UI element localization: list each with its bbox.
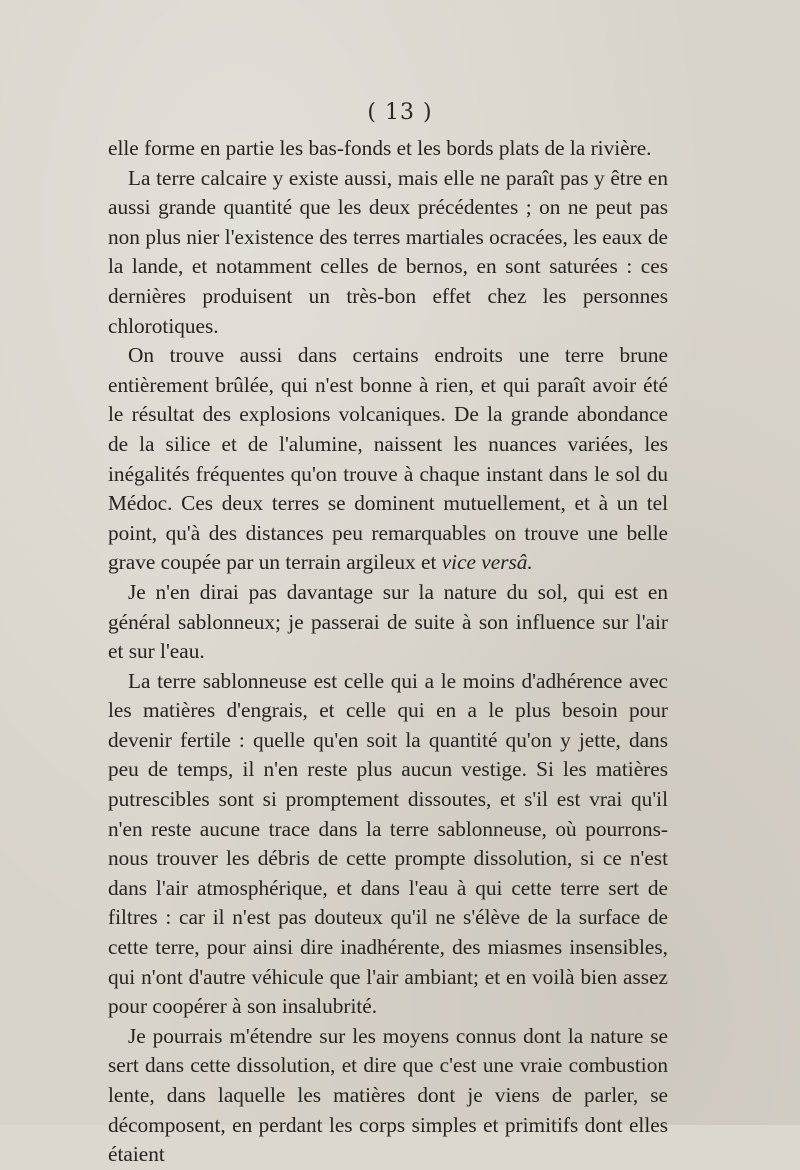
paragraph-6: Je pourrais m'étendre sur les moyens connus dont la nature se sert dans cette dissolution, et dire que c'est une vraie combustion lente, dans laquelle les matières dont je viens de parler, se décomposent, en perdant les corps simples et primitifs dont elles étaient [108,1023,668,1167]
paragraph-1: elle forme en partie les bas-fonds et les bords plats de la rivière. [108,136,652,160]
paragraph-2: La terre calcaire y existe aussi, mais elle ne paraît pas y être en aussi grande quantité que les deux précédentes ; on ne peut pas non plus nier l'existence des terres martiales ocracées, les eaux de la lande, et notamment celles de bernos, en sont saturées : ces dernières produisent un très-bon effet chez les personnes chlorotiques. [108,165,668,338]
body-text [108,134,668,1170]
paragraph-3 [108,341,668,578]
paragraph-3-text: On trouve aussi dans certains endroits une terre brune entièrement brûlée, qui n'est bonne à rien, et qui paraît avoir été le résultat des explosions volcaniques. De la grande abondance de la silice et de l'alumine, naissent les nuances variées, les inégalités fréquentes qu'on trouve à chaque instant dans le sol du Médoc. Ces deux terres se dominent mutuellement, et à un tel point, qu'à des distances peu remarquables on trouve une belle grave coupée par un terrain argileux et [108,343,668,575]
page-number: ( 13 ) [367,100,433,125]
paragraph-4: Je n'en dirai pas davantage sur la nature du sol, qui est en général sablonneux; je passerai de suite à son influence sur l'air et sur l'eau. [108,579,668,664]
paragraph-5: La terre sablonneuse est celle qui a le moins d'adhérence avec les matières d'engrais, et celle qui en a le plus besoin pour devenir fertile : quelle qu'en soit la quantité qu'on y jette, dans peu de temps, il n'en reste plus aucun vestige. Si les matières putrescibles sont si promptement dissoutes, et s'il est vrai qu'il n'en reste aucune trace dans la terre sablonneuse, où pourrons-nous trouver les débris de cette prompte dissolution, si ce n'est dans l'air atmosphérique, et dans l'eau à qui cette terre sert de filtres : car il n'est pas douteux qu'il ne s'élève de la surface de cette terre, pour ainsi dire inadhérente, des miasmes insensibles, qui n'ont d'autre véhicule que l'air ambiant; et en voilà bien assez pour coopérer à son insalubrité. [108,668,668,1019]
paragraph-3-italic: vice versâ. [441,550,533,575]
